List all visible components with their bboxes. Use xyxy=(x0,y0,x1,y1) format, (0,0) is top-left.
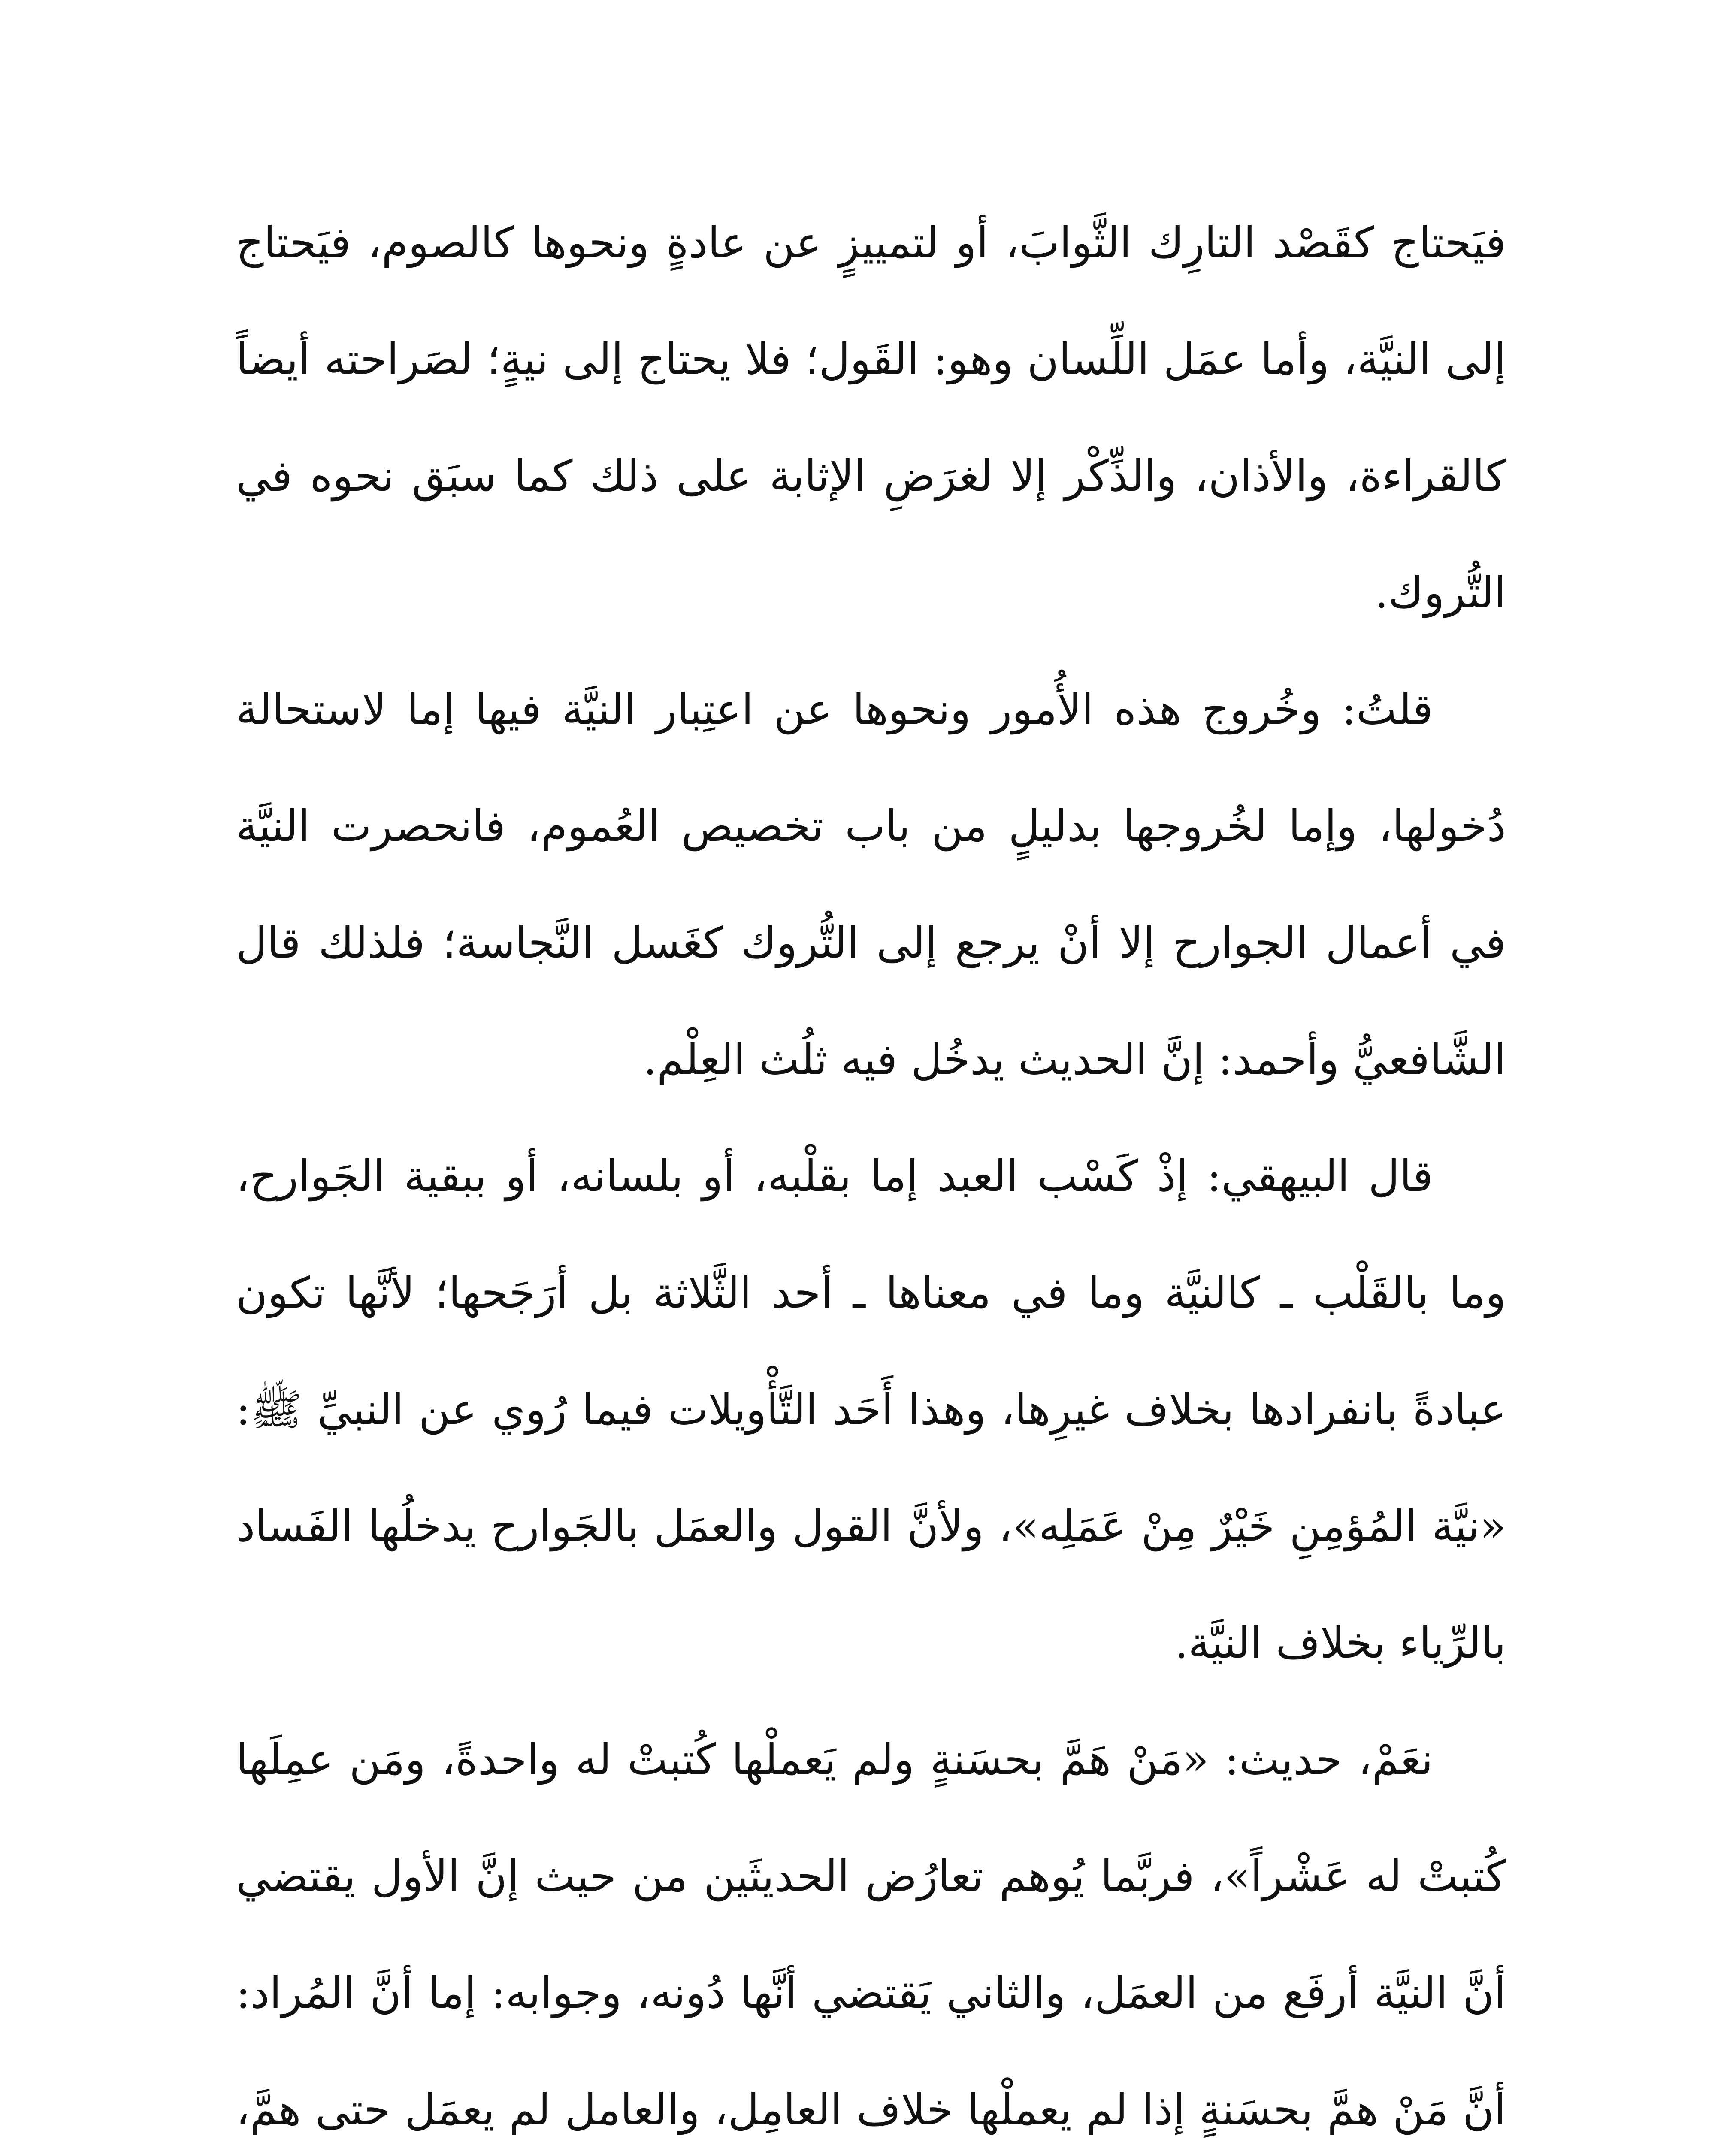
paragraph-2: قلتُ: وخُروج هذه الأُمور ونحوها عن اعتِبار النيَّة فيها إما لاستحالة دُخولها، وإما لخُروجها بدليلٍ من باب تخصيص العُموم، فانحصرت النيَّة في أعمال الجوارح إلا أنْ يرجع إلى التُّروك كغَسل النَّجاسة؛ فلذلك قال الشَّافعيُّ وأحمد: إنَّ الحديث يدخُل فيه ثلُث العِلْم. xyxy=(236,684,1506,1085)
body-text xyxy=(236,184,1506,2145)
paragraph-3: قال البيهقي: إذْ كَسْب العبد إما بقلْبه، أو بلسانه، أو ببقية الجَوارح، وما بالقَلْب ـ كالنيَّة وما في معناها ـ أحد الثَّلاثة بل أرَجَحها؛ لأنَّها تكون عبادةً بانفرادها بخلاف غيرِها، وهذا أَحَد التَّأْويلات فيما رُوي عن النبيِّ ﷺ: «نيَّة المُؤمِنِ خَيْرٌ مِنْ عَمَلِه»، ولأنَّ القول والعمَل بالجَوارح يدخلُها الفَساد بالرِّياء بخلاف النيَّة. xyxy=(236,1151,1506,1668)
paragraph-4: نعَمْ، حديث: «مَنْ هَمَّ بحسَنةٍ ولم يَعملْها كُتبتْ له واحدةً، ومَن عمِلَها كُتبتْ له عَشْراً»، فربَّما يُوهم تعارُض الحديثَين من حيث إنَّ الأول يقتضي أنَّ النيَّة أرفَع من العمَل، والثاني يَقتضي أنَّها دُونه، وجوابه: إما أنَّ المُراد: أنَّ مَنْ همَّ بحسَنةٍ إذا لم يعملْها خلاف العامِل، والعامل لم يعمَل حتى همَّ، xyxy=(236,1734,1506,2135)
paragraph-1: فيَحتاج كقَصْد التارِك الثَّوابَ، أو لتمييزٍ عن عادةٍ ونحوها كالصوم، فيَحتاج إلى النيَّة، وأما عمَل اللِّسان وهو: القَول؛ فلا يحتاج إلى نيةٍ؛ لصَراحته أيضاً كالقراءة، والأذان، والذِّكْر إلا لغرَضِ الإثابة على ذلك كما سبَق نحوه في التُّروك. xyxy=(236,218,1506,618)
